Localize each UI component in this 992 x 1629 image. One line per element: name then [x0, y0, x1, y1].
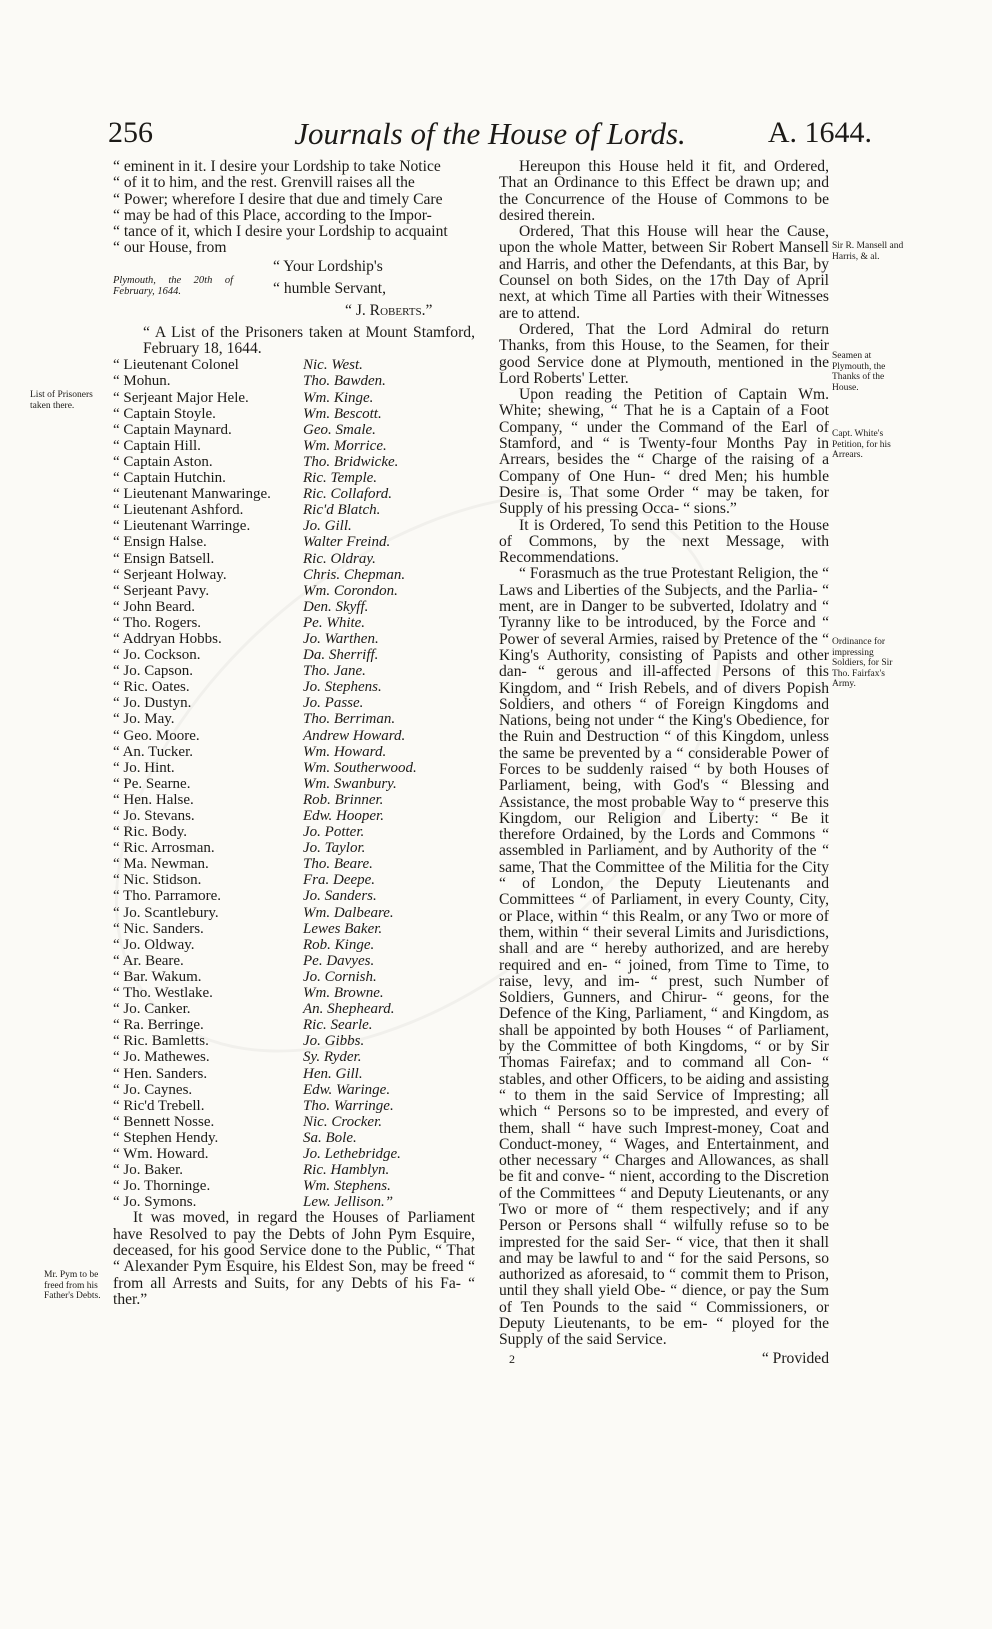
margin-note-pym: Mr. Pym to be freed from his Father's Debts.	[44, 1270, 101, 1301]
prisoner-name: “ Jo. Capson.	[113, 663, 193, 680]
prisoner-name: Da. Sherriff.	[303, 647, 379, 664]
margin-note-white: Capt. White's Petition, for his Arrears.	[832, 429, 891, 460]
prisoner-name: Pe. Davyes.	[303, 952, 375, 969]
prisoner-name: Wm. Howard.	[303, 743, 387, 760]
prisoner-name: Hen. Gill.	[303, 1065, 363, 1082]
prisoner-name: “ Lieutenant Ashford.	[113, 502, 244, 519]
prisoner-name: “ Hen. Sanders.	[113, 1065, 208, 1082]
prisoner-name: Tho. Warringe.	[303, 1097, 394, 1114]
prisoner-name: “ Tho. Parramore.	[113, 888, 222, 905]
prisoner-name: “ Captain Stoyle.	[113, 405, 216, 422]
prisoner-name: Jo. Gill.	[303, 518, 352, 535]
left-column	[113, 159, 475, 1308]
prisoner-name: “ Ric. Body.	[113, 824, 188, 841]
prisoner-name: “ Ric. Bamletts.	[113, 1033, 209, 1050]
prisoner-name: Chris. Chepman.	[303, 566, 406, 583]
prisoner-name: “ Jo. Stevans.	[113, 808, 195, 824]
prisoner-name: Pe. White.	[303, 614, 366, 631]
letter-ending	[113, 159, 475, 257]
prisoner-name: Fra. Deepe.	[303, 872, 376, 889]
prisoner-name: Jo. Potter.	[303, 824, 365, 841]
paragraph-white-petition: Upon reading the Petition of Captain Wm. White; shewing, “ That he is a Captain of a Foot Company, “ under the Command of the Earl of Stamford, and “ is Twenty-four Months Pay in Arrears, besides the “ Charge of the raising of a Company of One Hun- “ dred Men; his humble Desire is, That some Order “ may be taken, for Supply of his pressing Occa- “ sions.”	[499, 386, 829, 518]
prisoner-name: “ Ric. Arrosman.	[113, 840, 215, 857]
prisoner-name: “ Bar. Wakum.	[113, 968, 202, 985]
prisoner-name: “ Ric. Oates.	[113, 679, 190, 696]
prisoner-name: Ric. Hamblyn.	[303, 1162, 390, 1179]
prisoner-name: “ Ma. Newman.	[113, 856, 209, 873]
prisoner-name: “ John Beard.	[113, 598, 196, 615]
prisoner-name: Ric. Temple.	[303, 470, 378, 487]
prisoner-name: Tho. Bawden.	[303, 373, 386, 390]
prisoner-name: Nic. West.	[303, 357, 363, 374]
prisoner-name: Jo. Sanders.	[303, 888, 377, 905]
pym-paragraph: It was moved, in regard the Houses of Parliament have Resolved to pay the Debts of John Pym Esquire, deceased, for his good Service done to the Public, “ That “ Alexander Pym Esquire, his Eldest Son, may be freed “ from all Arrests and Suits, for any Debts of his Fa- “ ther.”	[113, 1209, 475, 1308]
place-date: Plymouth, the 20th of February, 1644.	[113, 274, 233, 297]
prisoner-name: Jo. Taylor.	[303, 840, 366, 857]
prisoner-name: Den. Skyff.	[303, 598, 369, 615]
prisoner-name: Jo. Passe.	[303, 695, 364, 712]
margin-note-ordinance: Ordinance for impressing Soldiers, for Sir Tho. Fairfax's Army.	[832, 637, 893, 689]
prisoner-name: Edw. Waringe.	[303, 1081, 391, 1098]
prisoner-name: Wm. Bescott.	[303, 405, 382, 422]
prisoner-name: “ Lieutenant Colonel	[113, 357, 239, 374]
prisoner-name: Jo. Gibbs.	[303, 1033, 365, 1050]
closing-line: “ Your Lordship's	[273, 257, 383, 275]
prisoner-name: Jo. Lethebridge.	[303, 1145, 401, 1162]
prisoner-name: Ric. Collaford.	[303, 486, 393, 503]
text-line: “ our House, from	[113, 239, 227, 257]
prisoner-name: Jo. Stephens.	[303, 679, 382, 696]
prisoner-name: “ Hen. Halse.	[113, 791, 194, 808]
prisoner-name: Wm. Swanbury.	[303, 775, 397, 792]
paragraph-seamen-thanks: Ordered, That the Lord Admiral do return Thanks, from this House, to the Seamen, for their good Service done at Plymouth, mentioned in the Lord Roberts' Letter.	[499, 320, 829, 387]
prisoner-name: An. Shepheard.	[303, 1001, 395, 1018]
text-line: “ tance of it, which I desire your Lordship to acquaint	[113, 223, 448, 241]
prisoner-name: Tho. Bridwicke.	[303, 453, 399, 470]
right-column	[499, 159, 829, 1369]
prisoner-name: “ Serjeant Holway.	[113, 566, 227, 583]
prisoner-name: Rob. Kinge.	[303, 936, 375, 953]
prisoner-name: Jo. Warthen.	[303, 630, 379, 647]
prisoner-name: Wm. Morrice.	[303, 437, 387, 454]
prisoner-name: Ric. Oldray.	[303, 550, 376, 567]
prisoner-name: “ Geo. Moore.	[113, 727, 200, 744]
prisoner-list	[113, 357, 475, 1210]
paragraph-petition-ordered: It is Ordered, To send this Petition to the House of Commons, by the next Message, with Recommendations.	[499, 516, 829, 567]
page-header	[0, 116, 992, 156]
prisoner-name: Geo. Smale.	[303, 421, 376, 438]
prisoner-name: Edw. Hooper.	[303, 808, 384, 824]
prisoner-name: Wm. Stephens.	[303, 1178, 391, 1195]
prisoner-name: “ Serjeant Pavy.	[113, 582, 210, 599]
prisoner-name: Lew. Jellison.”	[303, 1194, 394, 1211]
running-title: Journals of the House of Lords.	[294, 116, 686, 151]
text-line: “ of it to him, and the rest. Grenvill raises all the	[113, 174, 415, 192]
prisoner-name: Jo. Cornish.	[303, 968, 377, 985]
prisoner-name: “ Captain Aston.	[113, 453, 213, 470]
prisoner-name: “ Jo. Hint.	[113, 759, 175, 776]
prisoner-name: “ Ric'd Trebell.	[113, 1097, 205, 1114]
margin-note-prisoners: List of Prisoners taken there.	[30, 390, 93, 411]
prisoner-name: “ Tho. Rogers.	[113, 614, 202, 631]
letter-signature	[113, 259, 475, 325]
prisoner-name: “ Bennett Nosse.	[113, 1113, 215, 1130]
year-label: A. 1644.	[767, 116, 872, 149]
prisoner-name: “ Jo. Dustyn.	[113, 695, 192, 712]
prisoner-name: “ Pe. Searne.	[113, 775, 191, 792]
prisoner-name: “ Jo. Canker.	[113, 1001, 191, 1018]
signature-mark: 2	[509, 1351, 515, 1366]
prisoner-name: Tho. Beare.	[303, 856, 373, 873]
text-line: “ eminent in it. I desire your Lordship to take Notice	[113, 158, 441, 175]
prisoner-list-heading: “ A List of the Prisoners taken at Mount Stamford, February 18, 1644.	[143, 323, 475, 358]
prisoner-name: “ Ra. Berringe.	[113, 1017, 204, 1034]
prisoner-name: “ Wm. Howard.	[113, 1145, 209, 1162]
prisoner-name: Nic. Crocker.	[303, 1113, 383, 1130]
prisoner-name: “ Captain Maynard.	[113, 421, 232, 438]
prisoner-name: “ Ensign Batsell.	[113, 550, 215, 567]
prisoner-name: Tho. Berriman.	[303, 711, 396, 728]
paragraph-impressing-ordinance: “ Forasmuch as the true Protestant Religion, the “ Laws and Liberties of the Subjects, and the Parlia- “ ment, are in Danger to be subverted, Idolatry and “ Tyranny like to be introduced, by the Force and “ Power of several Armies, raised by Pretence of the “ King's Authority, consisting of Papists and other dan- “ gerous and ill-affected Persons of this Kingdom, and “ Irish Rebels, and of divers Popish Soldiers, and others “ of Foreign Kingdoms and Nations, being not under “ the King's Obedience, for the Ruin and Destruction “ of this Kingdom, unless the same be prevented by a “ considerable Power of Forces to be suddenly raised “ by both Houses of Parliament, being, with God's “ Blessing and Assistance, the most probable Way to “ preserve this Kingdom, our Religion and Liberty: “ Be it therefore Ordained, by the Lords and Commons “ assembled in Parliament, and by Authority of the “ same, That the Committee of the Militia for the City “ of London, the Deputy Lieutenants and Committees “ of Parliament, in every County, City, or Place, within “ this Realm, or any Two or more of them, within “ their several Limits and Jurisdictions, shall and are “ hereby authorized, and are hereby required and en- “ joined, from Time to Time, to raise, levy, and im- “ prest, such Number of Soldiers, Gunners, and Chirur- “ geons, for the Defence of the King, Parliament, “ and Kingdom, as shall be appointed by both Houses “ of Parliament, by the Committee of both Kingdoms, “ or by Sir Thomas Fairefax; and to command all Con- “ stables, and other Officers, to be aiding and assisting “ to them in the said Service of Impresting; all which “ Persons so to be imprested, and every of them, shall “ have such Imprest-money, Coat and Conduct-money, “ Wages, and Entertainment, and other necessary “ Charges and Allowances, as shall be fit and conve- “ nient, according to the Discretion of the Committees “ and Deputy Lieutenants, or any Two or more of “ them respectively; and if any Person or Persons shall “ wilfully refuse so to be imprested for the said Ser- “ vice, that then it shall and may be lawful to and “ for the said Persons, so authorized as aforesaid, to “ commit them to Prison, until they shall yield Obe- “ dience, or pay the Sum of Ten Pounds to the said “ Commissioners, or Deputy Lieutenants, to be em- “ ployed for the Supply of the said Service.	[499, 565, 829, 1349]
text-line: “ Power; wherefore I desire that due and timely Care	[113, 190, 443, 208]
prisoner-name: Ric'd Blatch.	[303, 502, 381, 519]
prisoner-name: “ Nic. Stidson.	[113, 872, 202, 889]
prisoner-name: Walter Freind.	[303, 534, 391, 551]
prisoner-name: “ Lieutenant Warringe.	[113, 518, 251, 535]
paragraph-ordinance-drawn: Hereupon this House held it fit, and Ordered, That an Ordinance to this Effect be drawn up; and the Concurrence of the House of Commons to be desired therein.	[499, 158, 829, 224]
prisoner-name: Wm. Kinge.	[303, 389, 374, 406]
page-number: 256	[108, 116, 153, 149]
prisoner-name: “ Jo. Caynes.	[113, 1081, 193, 1098]
prisoner-name: “ Jo. Thorninge.	[113, 1178, 211, 1195]
prisoner-name: Wm. Dalbeare.	[303, 904, 394, 921]
prisoner-name: “ Jo. Baker.	[113, 1162, 183, 1179]
prisoner-name: Wm. Browne.	[303, 985, 384, 1002]
prisoner-name: “ Jo. Scantlebury.	[113, 904, 219, 921]
prisoner-name: Ric. Searle.	[303, 1017, 373, 1034]
prisoner-name: “ An. Tucker.	[113, 743, 194, 760]
prisoner-name: “ Jo. Cockson.	[113, 647, 201, 664]
prisoner-name: “ Jo. May.	[113, 711, 175, 728]
text-line: “ may be had of this Place, according to the Impor-	[113, 206, 432, 224]
prisoner-name: Wm. Corondon.	[303, 582, 398, 599]
catchword: “ Provided	[761, 1349, 829, 1367]
prisoner-name: Rob. Brinner.	[303, 791, 384, 808]
prisoner-name: Sa. Bole.	[303, 1129, 357, 1146]
prisoner-name: “ Ensign Halse.	[113, 534, 207, 551]
prisoner-name: “ Jo. Oldway.	[113, 936, 195, 953]
signatory: “ J. Roberts.”	[345, 301, 433, 319]
closing-line: “ humble Servant,	[273, 279, 387, 297]
prisoner-name: “ Ar. Beare.	[113, 952, 184, 969]
margin-note-seamen: Seamen at Plymouth, the Thanks of the House.	[832, 351, 886, 393]
prisoner-name: “ Tho. Westlake.	[113, 985, 213, 1002]
prisoner-name: “ Nic. Sanders.	[113, 920, 204, 937]
prisoner-name: Tho. Jane.	[303, 663, 366, 680]
prisoner-name: “ Lieutenant Manwaringe.	[113, 486, 271, 503]
prisoner-name: Lewes Baker.	[303, 920, 383, 937]
prisoner-name: “ Jo. Mathewes.	[113, 1049, 210, 1066]
prisoner-name: “ Serjeant Major Hele.	[113, 389, 249, 406]
prisoner-name: “ Stephen Hendy.	[113, 1129, 219, 1146]
prisoner-name: “ Jo. Symons.	[113, 1194, 197, 1211]
paragraph-mansell-cause: Ordered, That this House will hear the Cause, upon the whole Matter, between Sir Robert Mansell and Harris, and other the Defendants, at this Bar, by Counsel on both Sides, on the 17th Day of April next, at which Time all Parties with their Witnesses are to attend.	[499, 223, 829, 322]
margin-note-mansell: Sir R. Mansell and Harris, & al.	[832, 241, 904, 262]
prisoner-name: “ Captain Hutchin.	[113, 470, 226, 487]
prisoner-name: Andrew Howard.	[303, 727, 406, 744]
prisoner-name: “ Captain Hill.	[113, 437, 201, 454]
prisoner-name: Wm. Southerwood.	[303, 759, 417, 776]
prisoner-name: “ Addryan Hobbs.	[113, 630, 222, 647]
page-footer	[499, 1351, 829, 1369]
prisoner-name: “ Mohun.	[113, 373, 171, 390]
prisoner-name: Sy. Ryder.	[303, 1049, 362, 1066]
